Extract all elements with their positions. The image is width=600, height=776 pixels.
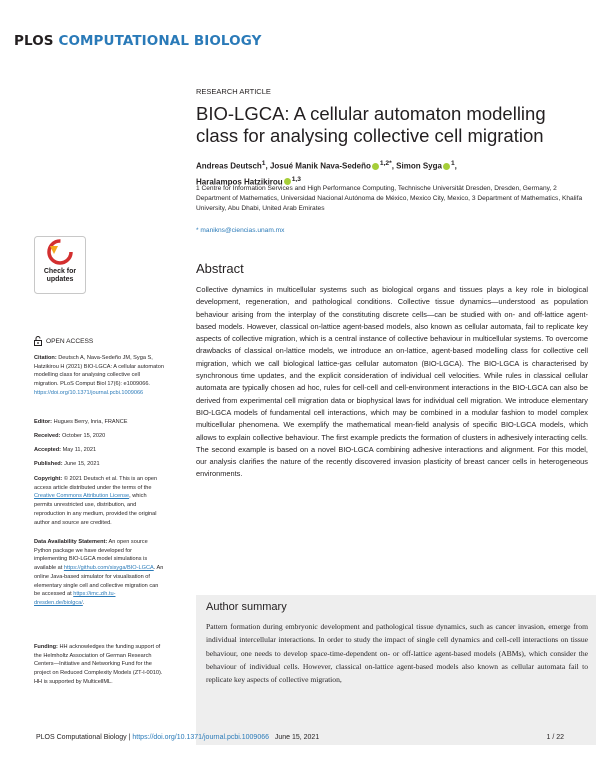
author-name[interactable]: Josué Manik Nava-Sedeño <box>269 161 371 171</box>
corresp-mark: * <box>196 227 199 234</box>
author-summary-heading: Author summary <box>206 601 287 613</box>
abstract-text: Collective dynamics in multicellular systems such as biological organs and tissues plays a key role in biological development, regeneration, and pathological conditions. Collective tissue dynamics—understood as population behaviour arising from the interplay of the constituting discrete cells—can be studied with on- and off-lattice agent-based models. However, classical on-lattice agent-based models, also known as cellular automata, fail to replicate key aspects of collective migration, which is a central instance of collective behaviour in multicellular systems. To overcome drawbacks of classical on-lattice models, we introduce an on-lattice, agent-based modelling class for collective cell migration, which we call biological lattice-gas cellular automaton (BIO-LGCA). The BIO-LGCA is characterised by synchronous time updates, and the explicit consideration of individual cell velocities. While rules in classical cellular automata are typically chosen ad hoc, rules for cell-cell and cell-environment interactions in the BIO-LGCA can also be derived from experimental cell migration data or biophysical laws for individual cell migration. We introduce elementary BIO-LGCA models of fundamental cell interactions, which may be combined in a modular fashion to model complex multicellular phenomena. We exemplify the mathematical mean-field analysis of specific BIO-LGCA models, which allows to explain collective behaviour. The first example predicts the formation of clusters in adhesively interacting cells. The second example is based on a novel BIO-LGCA combining adhesive interactions and alignment. For this model, our analysis clarifies the nature of the recently discovered invasion plasticity of breast cancer cells in heterogeneous environments. <box>196 285 588 479</box>
funding-text: HH acknowledges the funding support of the Helmholtz Association of German Research Centers—Initiative and Networking Fund for the project on Reduced Complexity Models (ZT-I-0010). HH is supported by MulticellML. <box>34 644 163 685</box>
citation-label: Citation: <box>34 355 57 361</box>
received-label: Received: <box>34 433 61 439</box>
data-availability-text: An open source Python package we have developed for implementing BIO-LGCA model simulations is available at <box>34 539 148 572</box>
simulator-link[interactable]: https://imc.zih.tu-dresden.de/biolgca/ <box>34 591 116 606</box>
footer-separator: | <box>126 734 133 741</box>
editor-text: Hugues Berry, Inria, FRANCE <box>53 419 128 425</box>
author-name[interactable]: Andreas Deutsch <box>196 161 262 171</box>
received-block <box>34 432 164 441</box>
affiliations: 1 Centre for Information Services and High Performance Computing, Technische Universität Dresden, Dresden, Germany, 2 Department of Mathematics, Universidad Nacional Autónoma de México, Mexico City, Mexico, 3 Department of Mathematics, Khalifa University, Abu Dhabi, United Arab Emirates <box>196 185 583 213</box>
data-availability-text: . <box>82 599 85 606</box>
accepted-text: May 11, 2021 <box>62 447 97 453</box>
article-title: BIO-LGCA: A cellular automaton modelling class for analysing collective cell migration <box>196 103 546 146</box>
editor-block <box>34 418 164 427</box>
funding-block <box>34 643 164 687</box>
check-for-updates-label[interactable]: Check for updates <box>43 268 77 283</box>
page-number: 1 / 22 <box>546 734 564 741</box>
author-name[interactable]: Simon Syga <box>396 161 442 171</box>
journal-name: COMPUTATIONAL BIOLOGY <box>58 33 262 49</box>
footer-journal: PLOS Computational Biology <box>36 734 127 741</box>
github-link[interactable]: https://github.com/sisyga/BIO-LGCA <box>63 565 154 572</box>
data-availability-label: Data Availability Statement: <box>34 539 108 545</box>
corresponding-email <box>196 227 284 234</box>
author-name[interactable]: Haralampos Hatzikirou <box>196 177 283 187</box>
author-list: Andreas Deutsch$^1$, Josué Manik Nava-Sedeño $^{1,2*}$, Simon Syga $^1$, Haralampos Hatzikirou $^{1,3}$ <box>196 160 457 187</box>
copyright-block <box>34 475 164 527</box>
open-access-label: OPEN ACCESS <box>46 337 94 345</box>
journal-header <box>14 33 261 49</box>
data-availability-text: . An online Java-based simulator for visualisation of elementary single cell and collective migration can be accessed at <box>34 565 164 598</box>
orcid-icon[interactable] <box>372 163 379 170</box>
copyright-text: © 2021 Deutsch et al. This is an open access article distributed under the terms of the <box>34 476 158 491</box>
author-affil-mark: 1 <box>261 160 266 167</box>
orcid-icon[interactable] <box>443 163 450 170</box>
author-affil-mark: 1,3 <box>291 175 301 183</box>
author-affil-mark: 1,2* <box>379 160 392 167</box>
published-label: Published: <box>34 461 63 467</box>
license-link[interactable]: Creative Commons Attribution License <box>34 493 130 500</box>
open-lock-icon <box>34 336 42 346</box>
page-footer <box>36 734 319 741</box>
author-affil-mark: 1 <box>450 160 455 167</box>
open-access <box>34 336 93 346</box>
email-link[interactable]: manikns@ciencias.unam.mx <box>200 227 285 234</box>
article-type: RESEARCH ARTICLE <box>196 87 271 96</box>
copyright-text: , which permits unrestricted use, distribution, and reproduction in any medium, provided the original author and source are credited. <box>34 493 157 526</box>
published-text: June 15, 2021 <box>64 461 100 467</box>
editor-label: Editor: <box>34 419 53 425</box>
author-summary-text: Pattern formation during embryonic development and pathological tissue dynamics, such as cancer invasion, emerge from individual intercellular interactions. In order to study the impact of single cell dynamics and cell-cell interactions on tissue behaviour, one needs to develop space-time-dependent on- or off-lattice agent-based models (ABMs), which consider the behaviour of individual cells. However, classical on-lattice agent-based models also known as cellular automata fail to replicate key aspects of collective migration, <box>206 622 588 685</box>
journal-plos: PLOS <box>14 33 54 49</box>
published-block <box>34 460 164 469</box>
received-text: October 15, 2020 <box>62 433 106 439</box>
copyright-label: Copyright: <box>34 476 63 482</box>
citation-text: Deutsch A, Nava-Sedeño JM, Syga S, Hatzikirou H (2021) BIO-LGCA: A cellular automaton modelling class for analysing collective cell migration. PLoS Comput Biol 17(6): e1009066. <box>34 355 164 388</box>
abstract-heading: Abstract <box>196 261 244 276</box>
accepted-block <box>34 446 164 455</box>
footer-date: June 15, 2021 <box>274 734 320 741</box>
funding-label: Funding: <box>34 644 58 650</box>
footer-doi-link[interactable]: https://doi.org/10.1371/journal.pcbi.1009066 <box>132 734 269 741</box>
accepted-label: Accepted: <box>34 447 62 453</box>
citation-doi[interactable]: https://doi.org/10.1371/journal.pcbi.1009066 <box>34 389 144 396</box>
citation-block <box>34 354 164 398</box>
check-for-updates-icon[interactable] <box>34 236 86 294</box>
data-availability-block <box>34 538 164 608</box>
